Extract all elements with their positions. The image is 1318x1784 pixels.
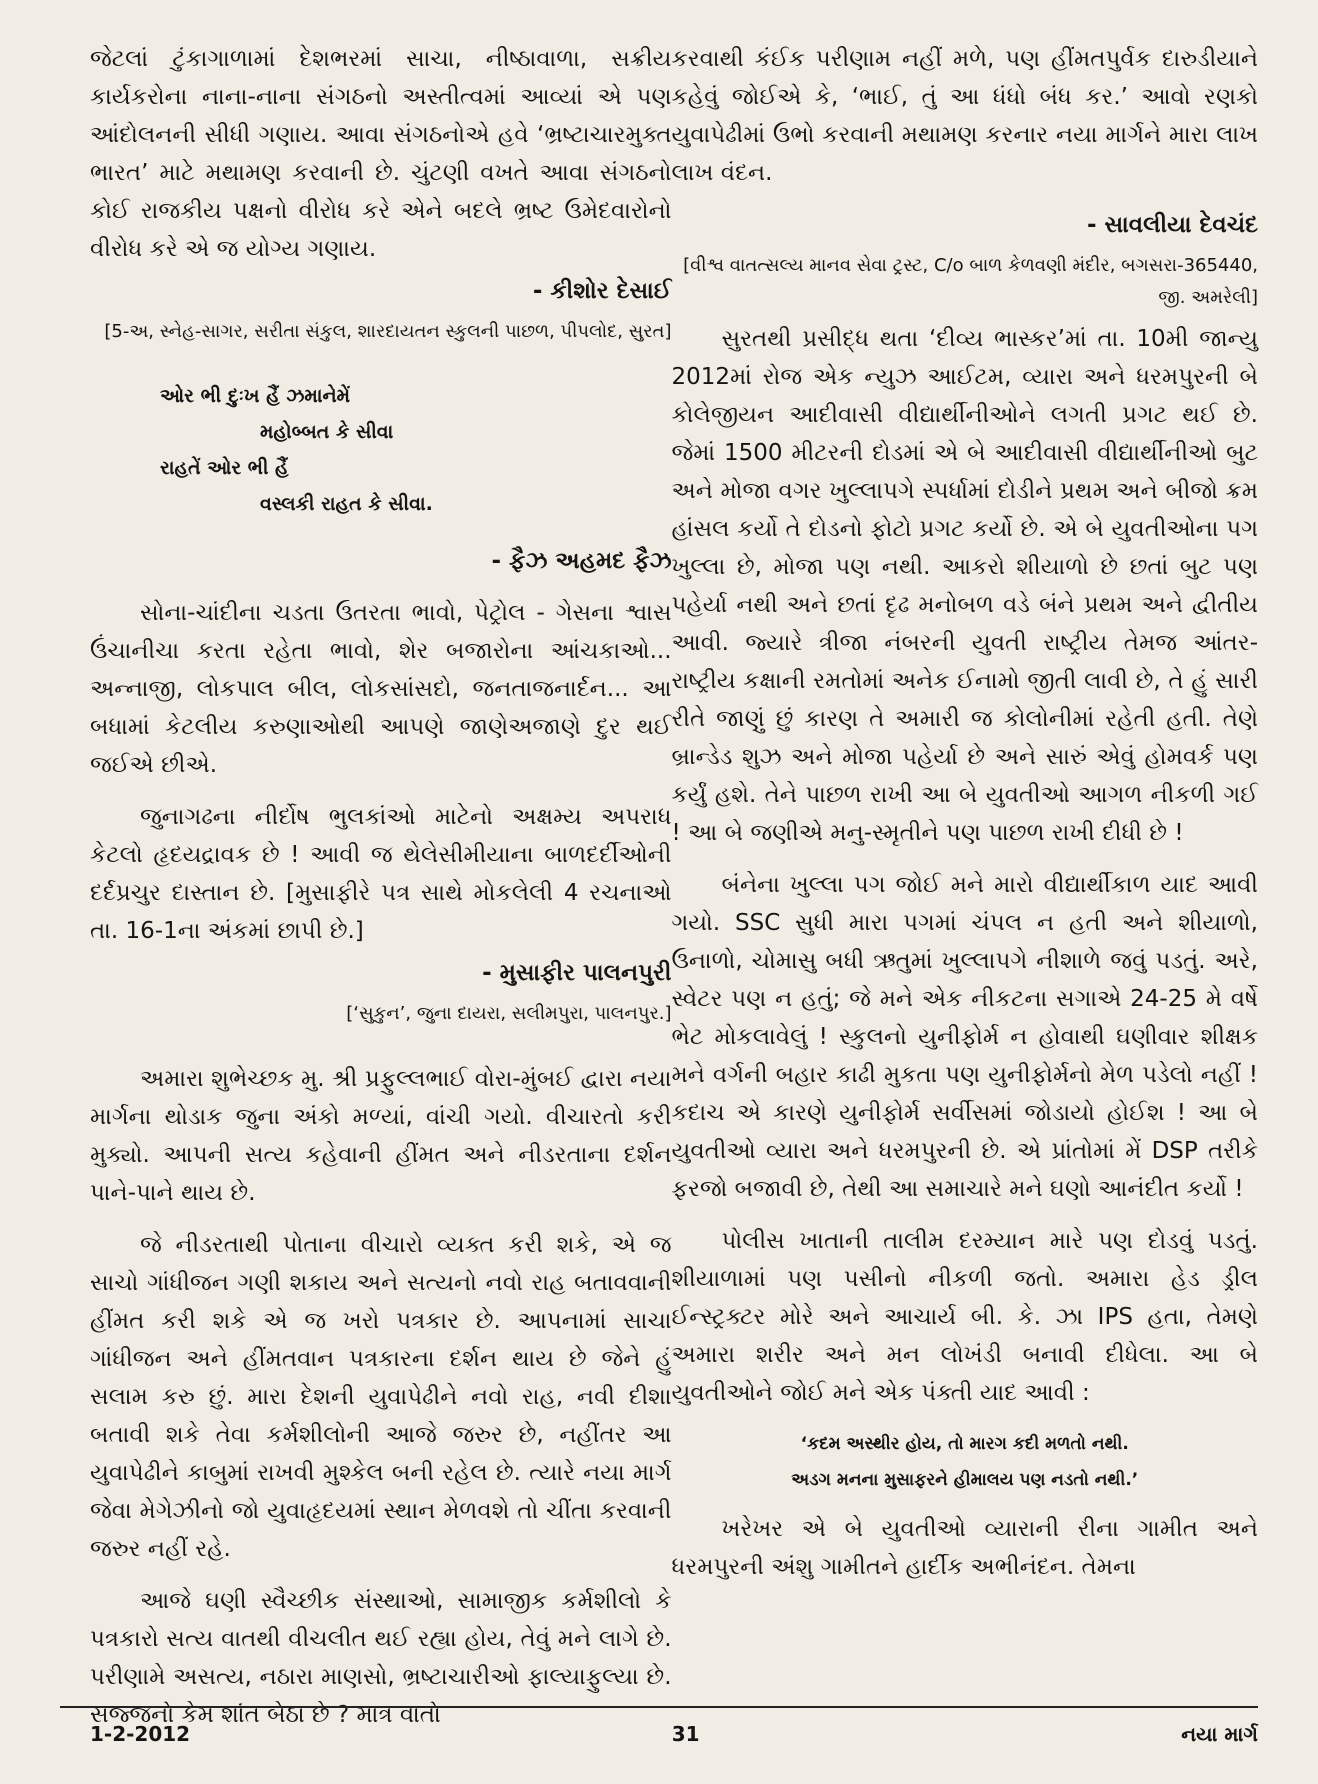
letter-paragraph: સોના-ચાંદીના ચડતા ઉતરતા ભાવો, પેટ્રોલ - ગેસના શ્વાસ ઉંચાનીચા કરતા રહેતા ભાવો, શેર બજારોના આંચકાઓ... અન્નાજી, લોકપાલ બીલ, લોકસાંસદો, જનતાજનાર્દન... આ બધામાં કેટલીય કરુણાઓથી આપણે જાણેઅજાણે દુર થઈ જઈએ છીએ. — [90, 600, 672, 778]
poem-line: મહોબ્બત કે સીવા — [260, 421, 394, 443]
two-columns — [90, 40, 1258, 1734]
letter-paragraph: જેટલાં ટુંકાગાળામાં દેશભરમાં સાચા, નીષ્ઠાવાળા, સક્રીય કાર્યકરોના નાના-નાના સંગઠનો અસ્તીત્વમાં આવ્યાં એ પણ આંદોલનની સીધી ગણાય. આવા સંગઠનોએ હવે ‘ભ્રષ્ટાચારમુક્ત ભારત’ માટે મથામણ કરવાની છે. ચુંટણી વખતે આવા સંગઠનો કોઈ રાજકીય પક્ષનો વીરોધ કરે એને બદલે ભ્રષ્ટ ઉમેદવારોનો વીરોધ કરે એ જ યોગ્ય ગણાય. — [90, 46, 672, 262]
address-musafir: [‘સુકુન’, જુના દાયરા, સલીમપુરા, પાલનપુર.] — [346, 1003, 672, 1024]
signature-musafir: - મુસાફીર પાલનપુરી — [482, 960, 672, 986]
signature-savaliya: - સાવલીયા દેવચંદ — [1086, 212, 1258, 238]
verse-line: અડગ મનના મુસાફરને હીમાલય પણ નડતો નથી.’ — [791, 1470, 1139, 1490]
letter-paragraph: પોલીસ ખાતાની તાલીમ દરમ્યાન મારે પણ દોડવું પડતું. શીયાળામાં પણ પસીનો નીકળી જતો. અમારા હેડ ડ્રીલ ઈન્સ્ટ્રક્ટર મોરે અને આચાર્ય બી. કે. ઝા IPS હતા, તેમણે અમારા શરીર અને મન લોખંડી બનાવી દીધેલા. આ બે યુવતીઓને જોઈ મને એક પંક્તી યાદ આવી : — [671, 1228, 1258, 1406]
poem-line: ઓર ભી દુઃખ હૈં ઝમાનેમેં — [160, 385, 351, 407]
letter-paragraph: કરવાથી કંઈક પરીણામ નહીં મળે, પણ હીંમતપુર્વક દારુડીયાને કહેવું જોઈએ કે, ‘ભાઈ, તું આ ધંધો બંધ કર.’ આવો રણકો યુવાપેઢીમાં ઉભો કરવાની મથામણ કરનાર નયા માર્ગને મારા લાખ લાખ વંદન. — [671, 46, 1258, 186]
magazine-name: નયા માર્ગ — [1181, 1722, 1258, 1746]
letter-paragraph: સુરતથી પ્રસીદ્ધ થતા ‘દીવ્ય ભાસ્કર’માં તા. 10મી જાન્યુ 2012માં રોજ એક ન્યુઝ આઈટમ, વ્યારા અને ધરમપુરની બે કોલેજીયન આદીવાસી વીદ્યાર્થીનીઓને લગતી પ્રગટ થઈ છે. જેમાં 1500 મીટરની દોડમાં એ બે આદીવાસી વીદ્યાર્થીનીઓ બુટ અને મોજા વગર ખુલ્લાપગે સ્પર્ધામાં દોડીને પ્રથમ અને બીજો ક્રમ હાંસલ કર્યો તે દોડનો ફોટો પ્રગટ કર્યો છે. એ બે યુવતીઓના પગ ખુલ્લા છે, મોજા પણ નથી. આકરો શીયાળો છે છતાં બુટ પણ પહેર્યા નથી અને છતાં દૃઢ મનોબળ વડે બંને પ્રથમ અને દ્વીતીય આવી. જ્યારે ત્રીજા નંબરની યુવતી રાષ્ટ્રીય તેમજ આંતર-રાષ્ટ્રીય કક્ષાની રમતોમાં અનેક ઈનામો જીતી લાવી છે, તે હું સારી રીતે જાણું છું કારણ તે અમારી જ કોલોનીમાં રહેતી હતી. તેણે બ્રાન્ડેડ શુઝ અને મોજા પહેર્યા છે અને સારું એવું હોમવર્ક પણ કર્યું હશે. તેને પાછળ રાખી આ બે યુવતીઓ આગળ નીકળી ગઈ ! આ બે જણીએ મનુ-સ્મૃતીને પણ પાછળ રાખી દીધી છે ! — [671, 326, 1258, 846]
letter-paragraph: જુનાગઢના નીર્દોષ ભુલકાંઓ માટેનો અક્ષમ્ય અપરાધ કેટલો હૃદયદ્રાવક છે ! આવી જ થેલેસીમીયાના બાળદર્દીઓની દર્દપ્રચુર દાસ્તાન છે. [મુસાફીરે પત્ર સાથે મોકલેલી 4 રચનાઓ તા. 16-1ના અંકમાં છાપી છે.] — [90, 804, 672, 944]
letter-paragraph: અમારા શુભેચ્છક મુ. શ્રી પ્રફુલ્લભાઈ વોરા-મુંબઈ દ્વારા નયા માર્ગના થોડાક જુના અંકો મળ્યાં, વાંચી ગયો. વીચારતો કરી મુક્યો. આપની સત્ય કહેવાની હીંમત અને નીડરતાના દર્શન પાને-પાને થાય છે. — [90, 1066, 672, 1206]
poem-couplet — [160, 378, 672, 522]
letter-paragraph: ખરેખર એ બે યુવતીઓ વ્યારાની રીના ગામીત અને ધરમપુરની અંશુ ગામીતને હાર્દીક અભીનંદન. તેમના — [671, 1516, 1258, 1580]
letter-paragraph: આજે ઘણી સ્વૈચ્છીક સંસ્થાઓ, સામાજીક કર્મશીલો કે પત્રકારો સત્ય વાતથી વીચલીત થઈ રહ્યા હોય, તેવું મને લાગે છે. પરીણામે અસત્ય, નઠારા માણસો, ભ્રષ્ટાચારીઓ ફાલ્યાફુલ્યા છે. સજ્જનો કેમ શાંત બેઠા છે ? માત્ર વાતો — [90, 1588, 672, 1728]
quoted-verse — [672, 1426, 1258, 1498]
poem-line: રાહતેં ઓર ભી હૈં — [160, 457, 289, 479]
right-column — [672, 40, 1258, 1734]
signature-kishor-desai: - કીશોર દેસાઈ — [532, 278, 672, 304]
page-footer — [90, 1722, 1258, 1746]
page-number: 31 — [671, 1722, 700, 1746]
left-column — [90, 40, 672, 1734]
letter-paragraph: બંનેના ખુલ્લા પગ જોઈ મને મારો વીદ્યાર્થીકાળ યાદ આવી ગયો. SSC સુધી મારા પગમાં ચંપલ ન હતી અને શીયાળો, ઉનાળો, ચોમાસુ બધી ઋતુમાં ખુલ્લાપગે નીશાળે જવું પડતું. અરે, સ્વેટર પણ ન હતું; જે મને એક નીકટના સગાએ 24-25 મે વર્ષે ભેટ મોકલાવેલું ! સ્કુલનો યુનીફોર્મ ન હોવાથી ઘણીવાર શીક્ષક મને વર્ગની બહાર કાઢી મુકતા પણ યુનીફોર્મનો મેળ પડેલો નહીં ! કદાચ એ કારણે યુનીફોર્મ સર્વીસમાં જોડાયો હોઈશ ! આ બે યુવતીઓ વ્યારા અને ધરમપુરની છે. એ પ્રાંતોમાં મેં DSP તરીકે ફરજો બજાવી છે, તેથી આ સમાચારે મને ઘણો આનંદીત કર્યો ! — [671, 872, 1258, 1202]
poem-line: વસ્લકી રાહત કે સીવા. — [260, 493, 433, 515]
address-kishor-desai: [5-અ, સ્નેહ-સાગર, સરીતા સંકુલ, શારદાયતન સ્કુલની પાછળ, પીપલોદ, સુરત] — [104, 321, 672, 342]
signature-faiz: - ફૈઝ અહમદ ફૈઝ — [491, 548, 672, 574]
verse-line: ‘કદમ અસ્થીર હોય, તો મારગ કદી મળતો નથી. — [800, 1434, 1129, 1454]
letter-paragraph: જે નીડરતાથી પોતાના વીચારો વ્યક્ત કરી શકે, એ જ સાચો ગાંધીજન ગણી શકાય અને સત્યનો નવો રાહ બતાવવાની હીંમત કરી શકે એ જ ખરો પત્રકાર છે. આપનામાં સાચા ગાંધીજન અને હીંમતવાન પત્રકારના દર્શન થાય છે જેને હું સલામ કરુ છું. મારા દેશની યુવાપેઢીને નવો રાહ, નવી દીશા બતાવી શકે તેવા કર્મશીલોની આજે જરુર છે, નહીંતર આ યુવાપેઢીને કાબુમાં રાખવી મુશ્કેલ બની રહેલ છે. ત્યારે નયા માર્ગ જેવા મેગેઝીનો જો યુવાહૃદયમાં સ્થાન મેળવશે તો ચીંતા કરવાની જરુર નહીં રહે. — [90, 1232, 672, 1562]
footer-rule — [60, 1706, 1258, 1708]
address-savaliya: [વીશ્વ વાતત્સલ્ય માનવ સેવા ટ્રસ્ટ, C/o બાળ કેળવણી મંદીર, બગસરા-365440, જી. અમરેલી] — [683, 255, 1258, 308]
issue-date: 1-2-2012 — [90, 1722, 191, 1746]
